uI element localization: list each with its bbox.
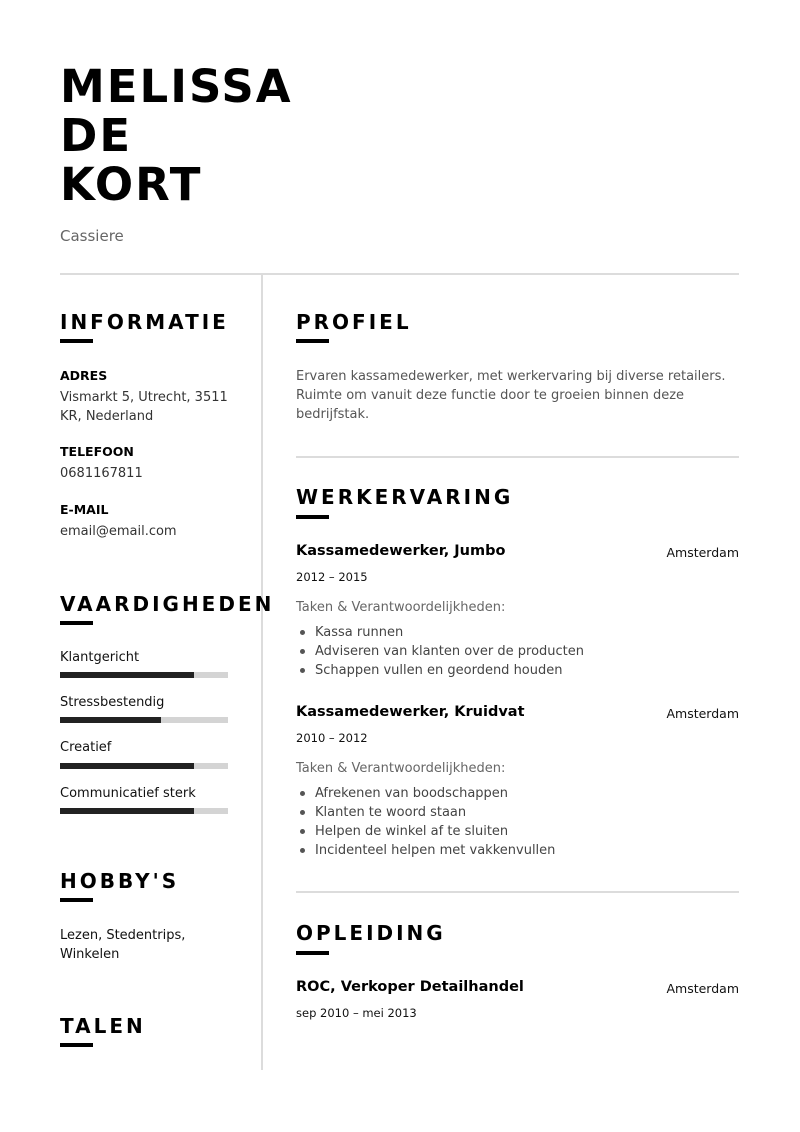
duties-list [296, 623, 584, 680]
name-line-2: DE [60, 109, 133, 162]
skills-title-underline [60, 621, 93, 625]
skill-bar-fill [60, 672, 194, 678]
duties-list [296, 784, 555, 860]
education-degree: ROC, Verkoper Detailhandel [296, 979, 524, 995]
address-value: Vismarkt 5, Utrecht, 3511 KR, Nederland [60, 390, 228, 424]
skills-section-title: VAARDIGHEDEN [60, 592, 275, 616]
column-divider [261, 275, 263, 1070]
list-item: Kassa runnen [296, 623, 584, 642]
education-section-title: OPLEIDING [296, 921, 446, 945]
email-value: email@email.com [60, 524, 177, 539]
experience-section-title: WERKERVARING [296, 485, 514, 509]
name-line-3: KORT [60, 158, 203, 211]
header-divider [60, 273, 739, 275]
list-item: Afrekenen van boodschappen [296, 784, 555, 803]
phone-label: TELEFOON [60, 444, 134, 459]
education-dates: sep 2010 – mei 2013 [296, 1006, 417, 1020]
profile-title-underline [296, 339, 329, 343]
job-title: Cassiere [60, 227, 124, 245]
info-section-title: INFORMATIE [60, 310, 229, 334]
info-title-underline [60, 339, 93, 343]
skill-name: Communicatief sterk [60, 786, 196, 801]
hobbies-section-title: HOBBY'S [60, 869, 180, 893]
skill-bar [60, 672, 228, 678]
skill-bar-fill [60, 763, 194, 769]
candidate-name [60, 62, 293, 209]
list-item: Klanten te woord staan [296, 803, 555, 822]
duties-label: Taken & Verantwoordelijkheden: [296, 761, 506, 776]
phone-value: 0681167811 [60, 466, 143, 481]
skill-bar-fill [60, 808, 194, 814]
education-title-underline [296, 951, 329, 955]
list-item: Schappen vullen en geordend houden [296, 661, 584, 680]
languages-section-title: TALEN [60, 1014, 146, 1038]
profile-divider [296, 456, 739, 458]
address-label: ADRES [60, 368, 108, 383]
education-location: Amsterdam [666, 981, 739, 996]
duties-label: Taken & Verantwoordelijkheden: [296, 600, 506, 615]
job-role: Kassamedewerker, Kruidvat [296, 704, 525, 720]
profile-section-title: PROFIEL [296, 310, 412, 334]
skill-name: Stressbestendig [60, 695, 165, 710]
skill-bar [60, 717, 228, 723]
skill-bar [60, 763, 228, 769]
skill-name: Creatief [60, 740, 112, 755]
experience-title-underline [296, 515, 329, 519]
job-location: Amsterdam [666, 545, 739, 560]
list-item: Adviseren van klanten over de producten [296, 642, 584, 661]
job-role: Kassamedewerker, Jumbo [296, 543, 506, 559]
skill-name: Klantgericht [60, 650, 140, 665]
hobbies-title-underline [60, 898, 93, 902]
hobbies-value: Lezen, Stedentrips, Winkelen [60, 928, 186, 962]
email-label: E-MAIL [60, 502, 109, 517]
name-line-1: MELISSA [60, 60, 293, 113]
skill-bar [60, 808, 228, 814]
experience-divider [296, 891, 739, 893]
profile-text: Ervaren kassamedewerker, met werkervaring bij diverse retailers. Ruimte om vanuit deze functie door te groeien binnen deze bedrijfstak. [296, 369, 726, 422]
job-location: Amsterdam [666, 706, 739, 721]
languages-title-underline [60, 1043, 93, 1047]
list-item: Incidenteel helpen met vakkenvullen [296, 841, 555, 860]
skill-bar-fill [60, 717, 161, 723]
list-item: Helpen de winkel af te sluiten [296, 822, 555, 841]
job-dates: 2012 – 2015 [296, 570, 368, 584]
job-dates: 2010 – 2012 [296, 731, 368, 745]
